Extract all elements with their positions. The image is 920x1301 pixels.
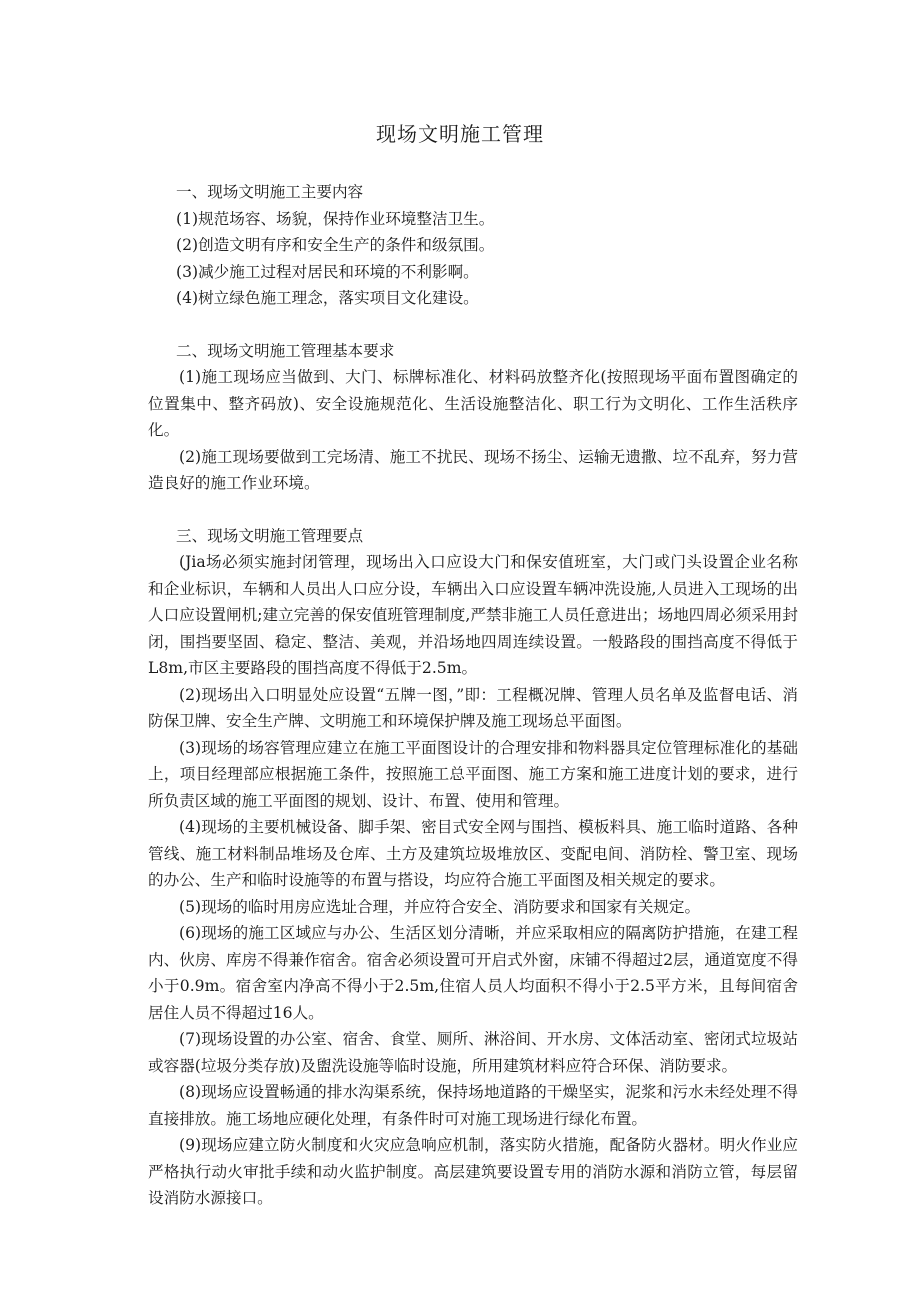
section-3-paragraph: (5)现场的临时用房应选址合理，并应符合安全、消防要求和国家有关规定。: [179, 897, 701, 916]
section-2-paragraph: (2)施工现场要做到工完场清、施工不扰民、现场不扬尘、运输无遗撒、垃不乱弃，努力营造良好的施工作业环境。: [148, 447, 798, 492]
section-1-item: (3)减少施工过程对居民和环境的不利影啊。: [176, 262, 479, 281]
section-3-paragraph: (7)现场设置的办公室、宿舍、食堂、厕所、淋浴间、开水房、文体活动室、密闭式垃圾站或容器(垃圾分类存放)及盥洗设施等临时设施，所用建筑材料应符合环保、消防要求。: [148, 1030, 798, 1075]
section-1-item: (4)树立绿色施工理念，落实项目文化建设。: [176, 289, 479, 307]
section-1-item: (1)规范场容、场貌，保持作业环境整洁卫生。: [176, 209, 495, 228]
section-spacer: [148, 497, 798, 523]
document-body: [148, 179, 798, 1212]
section-3-paragraph: (8)现场应设置畅通的排水沟渠系统，保持场地道路的干燥坚实，泥浆和污水未经处理不得直接排放。施工场地应硬化处理，有条件时可对施工现场进行绿化布置。: [148, 1083, 798, 1128]
page-title: 现场文明施工管理: [376, 122, 544, 146]
section-spacer: [148, 312, 798, 338]
section-1-item: (2)创造文明有序和安全生产的条件和级氛围。: [176, 236, 495, 254]
section-3-paragraph: (2)现场出入口明显处应设置“五牌一图，”即：工程概况牌、管理人员名单及监督电话、消防保卫牌、安全生产牌、文明施工和环境保护牌及施工现场总平面图。: [148, 685, 798, 730]
section-1-heading: 一、现场文明施工主要内容: [176, 183, 364, 201]
section-2-paragraph: (1)施工现场应当做到、大门、标牌标准化、材料码放整齐化(按照现场平面布置图确定的位置集中、整齐码放)、安全设施规范化、生活设施整洁化、职工行为文明化、工作生活秩序化。: [148, 368, 798, 439]
section-3-paragraph: (4)现场的主要机械设备、脚手架、密目式安全网与围挡、模板料具、施工临时道路、各种管线、施工材料制品堆场及仓库、土方及建筑垃圾堆放区、变配电间、消防栓、警卫室、现场的办公、生产和临时设施等的布置与搭设，均应符合施工平面图及相关规定的要求。: [148, 818, 798, 889]
section-3-paragraph: (3)现场的场容管理应建立在施工平面图设计的合理安排和物料器具定位管理标准化的基础上，项目经理部应根据施工条件，按照施工总平面图、施工方案和施工进度计划的要求，进行所负责区域的施工平面图的规划、设计、布置、使用和管理。: [148, 738, 798, 810]
section-3-paragraph: (Jia场必须实施封闭管理，现场出入口应设大门和保安值班室，大门或门头设置企业名称和企业标识，车辆和人员出人口应分设，车辆出入口应设置车辆冲洗设施,人员进入工现场的出人口应设置闸机;建立完善的保安值班管理制度,严禁非施工人员任意进出；场地四周必须采用封闭，围挡要坚固、稳定、整洁、美观，并沿场地四周连续设置。一般路段的围挡高度不得低于L8m,市区主要路段的围挡高度不得低于2.5m。: [148, 553, 798, 677]
section-2-heading: 二、现场文明施工管理基本要求: [176, 341, 395, 360]
section-3-paragraph: (6)现场的施工区域应与办公、生活区划分清晰，并应采取相应的隔离防护措施，在建工程内、伙房、库房不得兼作宿舍。宿舍必须设置可开启式外窗，床铺不得超过2层，通道宽度不得小于0.9m。宿舍室内净高不得小于2.5m,住宿人员人均面积不得小于2.5平方米，且每间宿舍居住人员不得超过16人。: [148, 924, 798, 1022]
section-3-paragraph: (9)现场应建立防火制度和火灾应急响应机制，落实防火措施，配备防火器材。明火作业应严格执行动火审批手续和动火监护制度。高层建筑要设置专用的消防水源和消防立管，每层留设消防水源接口。: [148, 1136, 798, 1207]
section-3-heading: 三、现场文明施工管理要点: [176, 526, 364, 545]
